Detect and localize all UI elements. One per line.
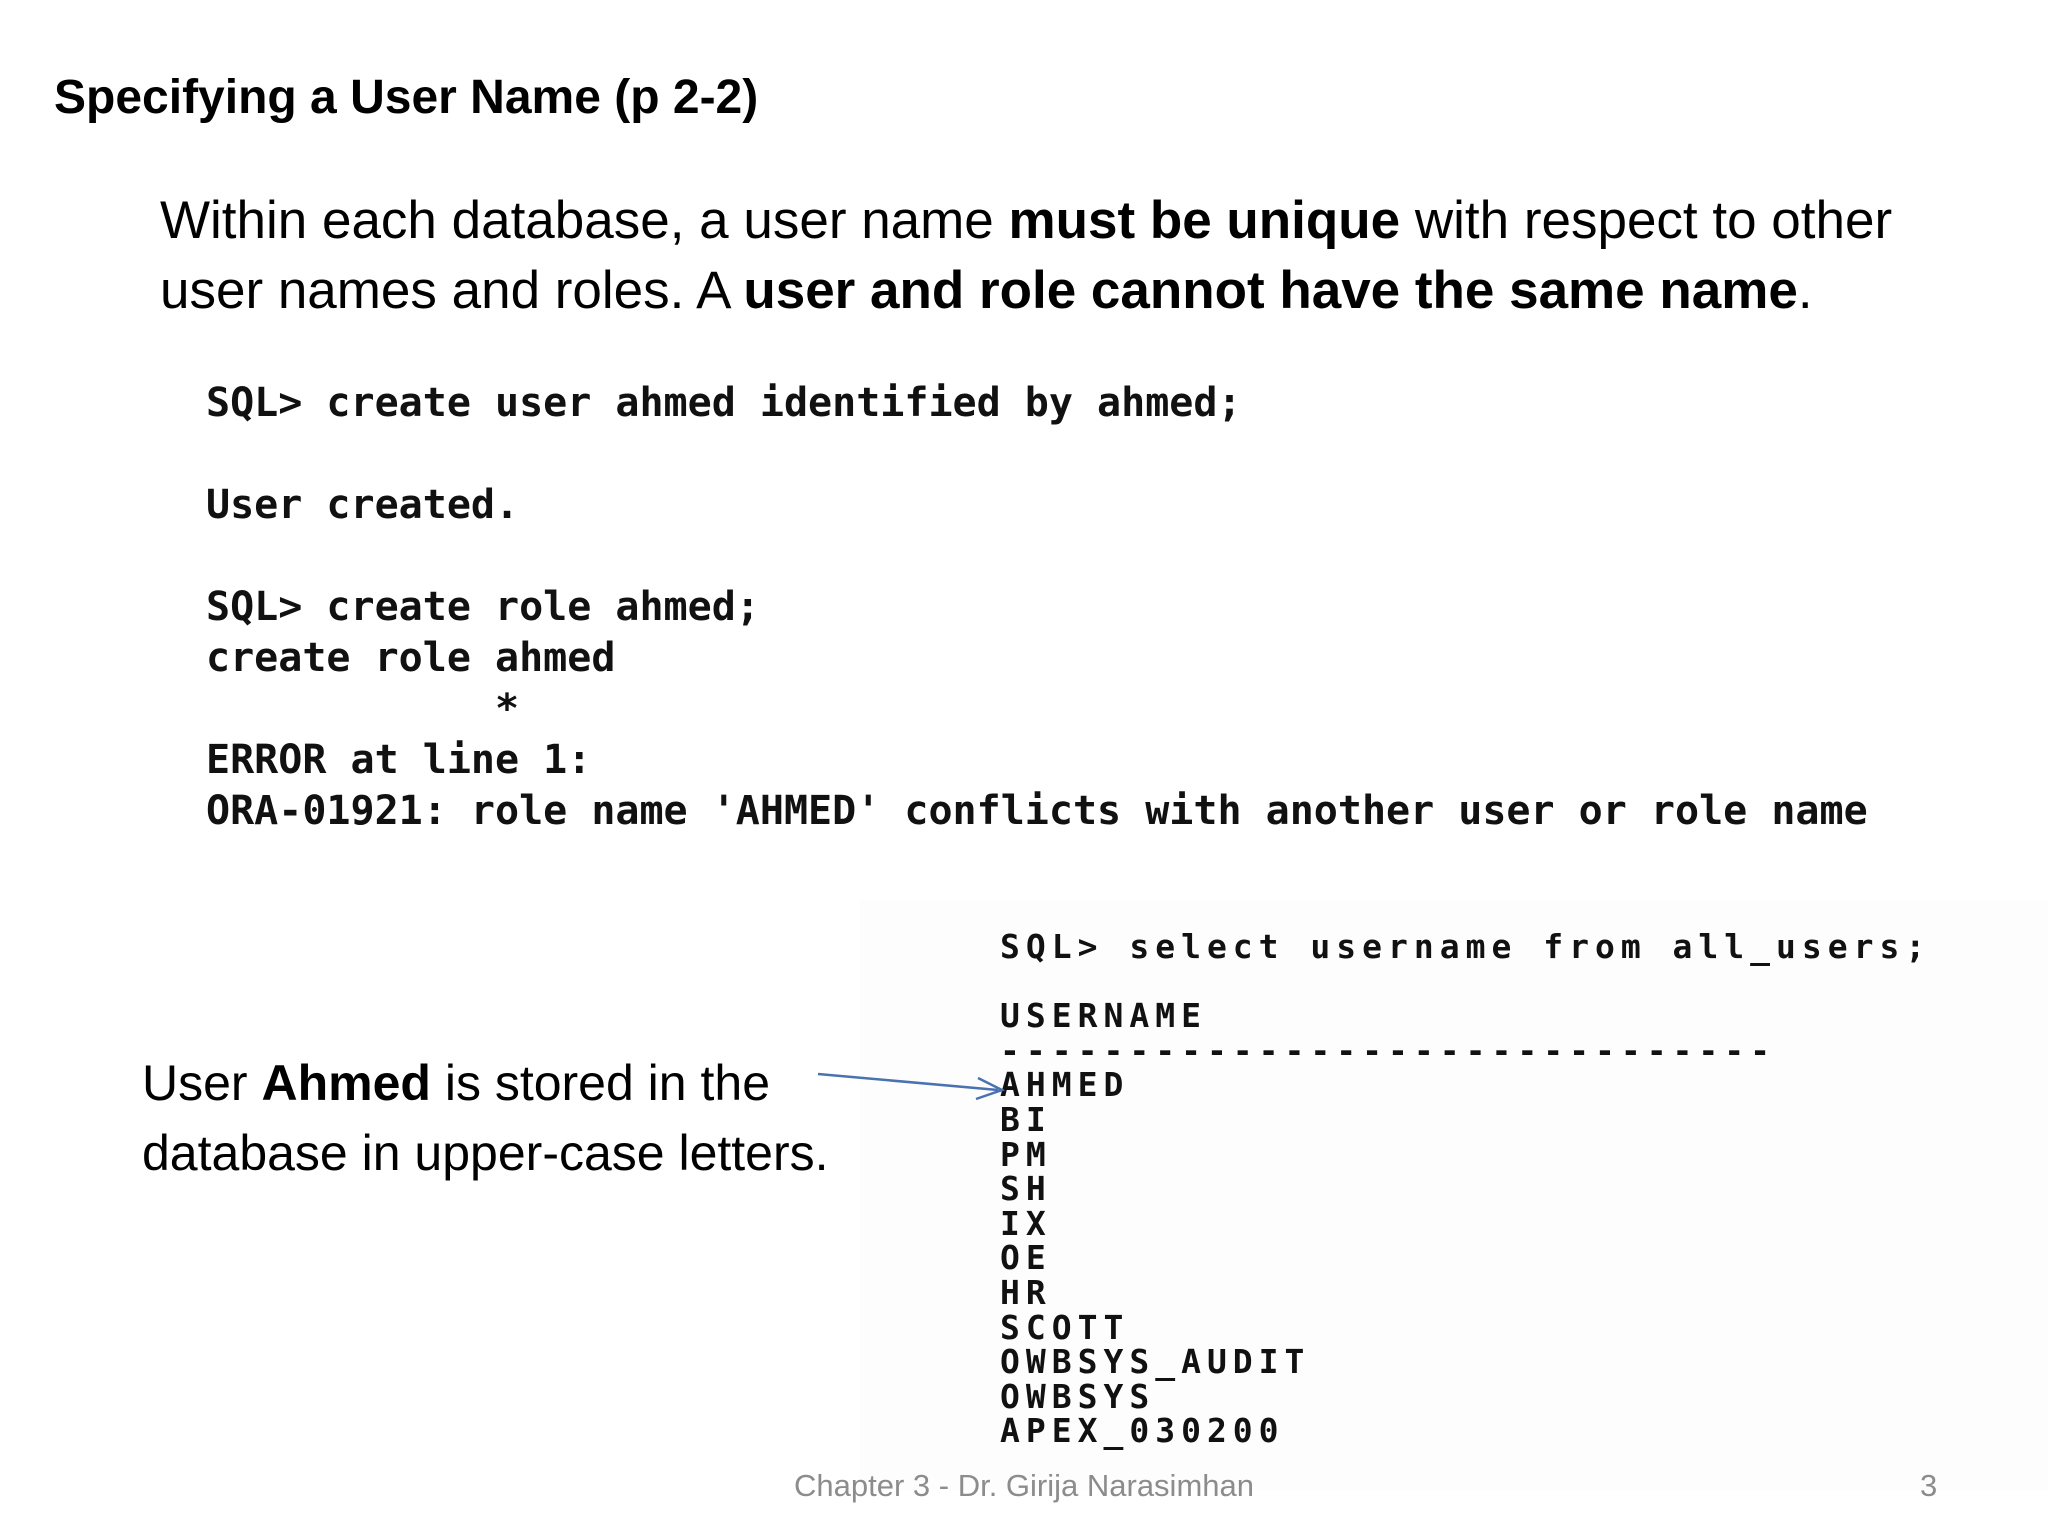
page-number: 3 <box>1920 1468 1938 1503</box>
query-row: OWBSYS_AUDIT <box>1000 1342 1311 1382</box>
query-row: IX <box>1000 1203 1052 1243</box>
query-row: PM <box>1000 1134 1052 1174</box>
intro-bold-same-name: user and role cannot have the same name <box>743 261 1798 320</box>
query-column-header: USERNAME <box>1000 996 1207 1036</box>
query-command: SQL> select username from all_users; <box>1000 927 1932 966</box>
intro-bold-unique: must be unique <box>1008 191 1401 250</box>
footer-text: Chapter 3 - Dr. Girija Narasimhan <box>794 1468 1254 1503</box>
callout-text-2: is stored in the database in upper-case letters. <box>142 1055 829 1181</box>
query-row: APEX_030200 <box>1000 1411 1285 1451</box>
intro-text-3: . <box>1797 261 1813 320</box>
query-separator: ------------------------------ <box>1000 1030 1777 1070</box>
query-row: OE <box>1000 1238 1052 1278</box>
intro-text-1: Within each database, a user name <box>160 191 1009 250</box>
query-row: SCOTT <box>1000 1307 1130 1347</box>
query-row: HR <box>1000 1272 1052 1312</box>
console-line: SQL> create user ahmed identified by ahmed; <box>206 380 1242 426</box>
intro-text-2: with respect to other user names and roles. A <box>160 191 1893 320</box>
query-row: BI <box>1000 1099 1052 1139</box>
query-row: AHMED <box>1000 1065 1130 1105</box>
console-line: ORA-01921: role name 'AHMED' conflicts with another user or role name <box>206 788 1868 834</box>
console-line: SQL> create role ahmed; <box>206 584 760 630</box>
query-row: SH <box>1000 1169 1052 1209</box>
callout-bold-ahmed: Ahmed <box>261 1055 431 1111</box>
query-row: OWBSYS <box>1000 1376 1156 1416</box>
console-line: * <box>206 686 520 732</box>
slide-title: Specifying a User Name (p 2-2) <box>54 71 759 124</box>
console-line: ERROR at line 1: <box>206 737 592 783</box>
callout-text-1: User <box>142 1055 262 1111</box>
console-line: create role ahmed <box>206 635 616 681</box>
arrow-shaft <box>818 1074 998 1090</box>
console-line: User created. <box>206 482 520 528</box>
